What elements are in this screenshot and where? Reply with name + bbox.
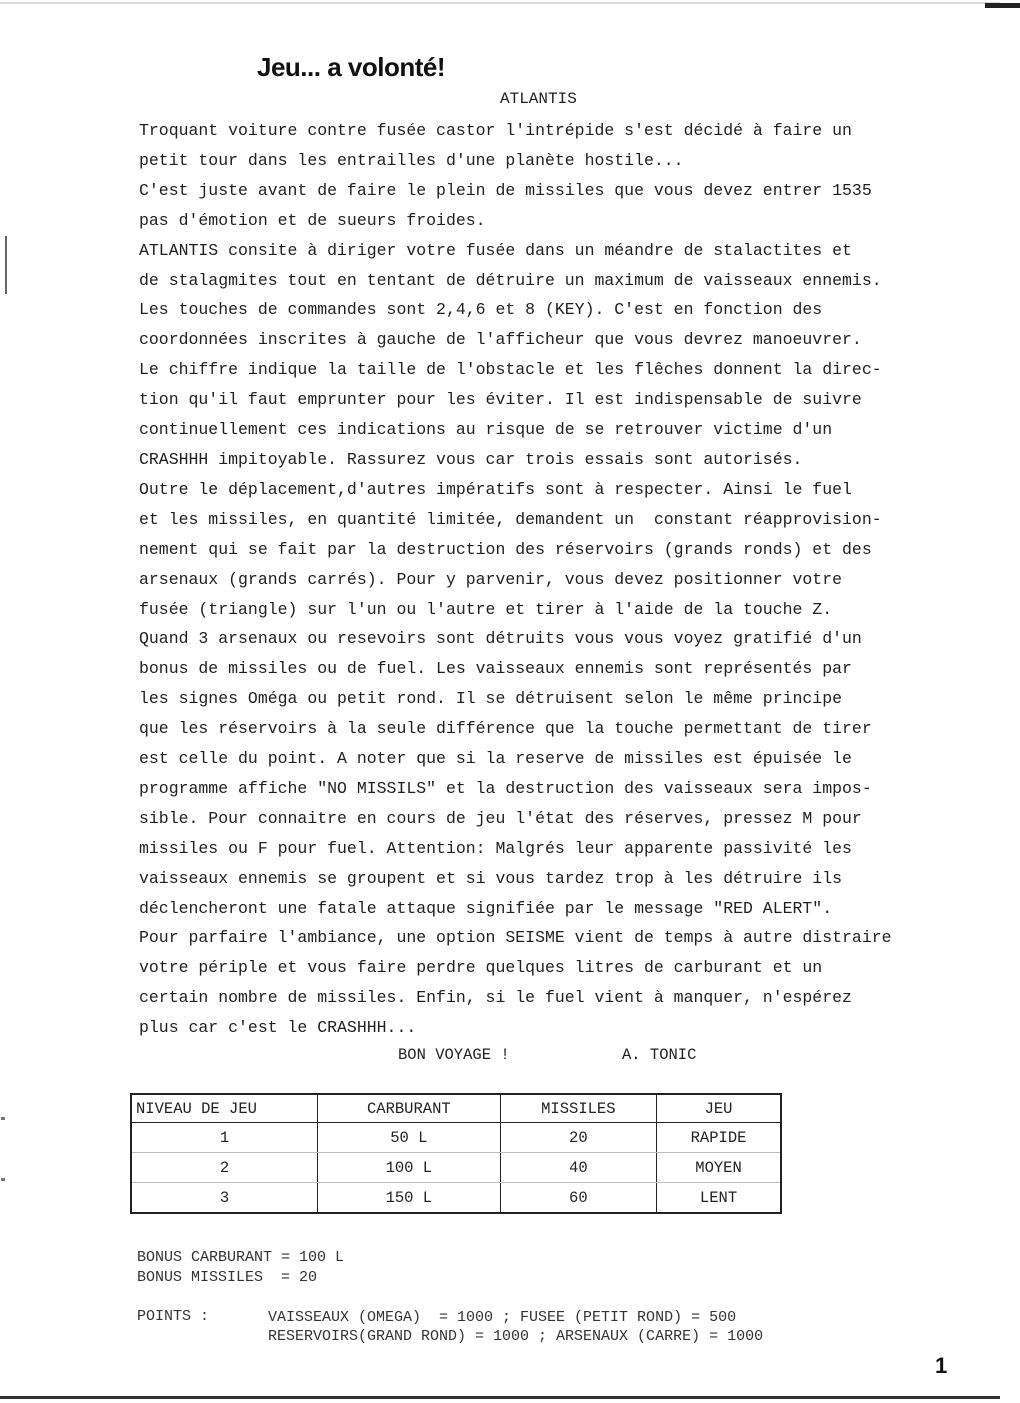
signoff-greeting: BON VOYAGE ! — [398, 1046, 510, 1064]
cell-niveau: 3 — [131, 1183, 318, 1214]
table-row — [131, 1183, 781, 1214]
text-line: ATLANTIS consite à diriger votre fusée dans un méandre de stalactites et — [139, 240, 852, 260]
text-line: arsenaux (grands carrés). Pour y parvenir, vous devez positionner votre — [139, 569, 843, 589]
text-line: est celle du point. A noter que si la reserve de missiles est épuisée le — [139, 749, 852, 769]
text-line: que les réservoirs à la seule différence que la touche permettant de tirer — [139, 719, 872, 739]
text-line: de stalagmites tout en tentant de détruire un maximum de vaisseaux ennemis. — [139, 270, 882, 290]
cell-niveau: 1 — [131, 1123, 318, 1153]
text-line: coordonnées inscrites à gauche de l'afficheur que vous devrez manoeuvrer. — [139, 330, 862, 350]
text-line: les signes Oméga ou petit rond. Il se détruisent selon le même principe — [139, 689, 843, 709]
text-line: Outre le déplacement,d'autres impératifs sont à respecter. Ainsi le fuel — [139, 479, 852, 499]
table-row — [131, 1153, 781, 1183]
column-header-missiles: MISSILES — [500, 1094, 656, 1123]
column-header-carburant: CARBURANT — [318, 1094, 501, 1123]
top-right-scan-mark — [985, 3, 1020, 8]
points-line-2: RESERVOIRS(GRAND ROND) = 1000 ; ARSENAUX (CARRE) = 1000 — [268, 1328, 764, 1345]
text-line: Quand 3 arsenaux ou resevoirs sont détruits vous vous voyez gratifié d'un — [139, 629, 862, 649]
game-description — [139, 116, 929, 1043]
page-title: Jeu... a volonté! — [257, 52, 445, 82]
text-line: nement qui se fait par la destruction des réservoirs (grands ronds) et des — [139, 539, 872, 559]
cell-carburant: 100 L — [318, 1153, 501, 1183]
text-line: programme affiche "NO MISSILS" et la destruction des vaisseaux sera impos- — [139, 778, 872, 798]
text-line: Troquant voiture contre fusée castor l'intrépide s'est décidé à faire un — [139, 121, 852, 140]
text-line: continuellement ces indications au risque de se retrouver victime d'un — [139, 420, 833, 440]
text-line: petit tour dans les entrailles d'une planète hostile... — [139, 150, 684, 170]
text-line: pas d'émotion et de sueurs froides. — [139, 210, 486, 230]
left-margin-tick — [1, 1117, 5, 1120]
text-line: plus car c'est le CRASHHH... — [139, 1018, 417, 1038]
top-scan-edge — [0, 2, 1000, 4]
text-line: tion qu'il faut emprunter pour les éviter. Il est indispensable de suivre — [139, 390, 862, 410]
text-line: sible. Pour connaitre en cours de jeu l'état des réserves, pressez M pour — [139, 808, 862, 828]
cell-missiles: 20 — [500, 1123, 656, 1153]
left-margin-tick — [1, 1178, 5, 1181]
bonus-missiles: BONUS MISSILES = 20 — [137, 1269, 318, 1286]
bottom-scan-edge — [0, 1396, 1000, 1399]
signoff-author: A. TONIC — [622, 1046, 697, 1064]
text-line: Le chiffre indique la taille de l'obstacle et les flêches donnent la direc- — [139, 360, 882, 380]
bonus-carburant: BONUS CARBURANT = 100 L — [137, 1249, 345, 1266]
text-line: fusée (triangle) sur l'un ou l'autre et tirer à l'aide de la touche Z. — [139, 599, 833, 619]
text-line: missiles ou F pour fuel. Attention: Malgrés leur apparente passivité les — [139, 838, 852, 858]
column-header-niveau: NIVEAU DE JEU — [131, 1094, 318, 1123]
text-line: CRASHHH impitoyable. Rassurez vous car trois essais sont autorisés. — [139, 449, 803, 469]
left-margin-mark — [5, 236, 7, 294]
bonus-block — [137, 1248, 344, 1288]
text-line: bonus de missiles ou de fuel. Les vaisseaux ennemis sont représentés par — [139, 659, 852, 679]
points-label: POINTS : — [137, 1308, 210, 1325]
cell-missiles: 60 — [500, 1183, 656, 1214]
text-line: certain nombre de missiles. Enfin, si le fuel vient à manquer, n'espérez — [139, 988, 852, 1008]
cell-jeu: MOYEN — [657, 1153, 781, 1183]
cell-carburant: 50 L — [318, 1123, 501, 1153]
column-header-jeu: JEU — [657, 1094, 781, 1123]
cell-niveau: 2 — [131, 1153, 318, 1183]
text-line: vaisseaux ennemis se groupent et si vous tardez trop à les détruire ils — [139, 868, 843, 888]
cell-missiles: 40 — [500, 1153, 656, 1183]
cell-carburant: 150 L — [318, 1183, 501, 1214]
text-line: et les missiles, en quantité limitée, demandent un constant réapprovision- — [139, 509, 882, 529]
page-number: 1 — [935, 1353, 948, 1378]
table-row — [131, 1123, 781, 1153]
text-line: Les touches de commandes sont 2,4,6 et 8 (KEY). C'est en fonction des — [139, 300, 823, 320]
level-table — [130, 1093, 782, 1214]
text-line: votre périple et vous faire perdre quelques litres de carburant et un — [139, 958, 823, 978]
points-line-1: VAISSEAUX (OMEGA) = 1000 ; FUSEE (PETIT ROND) = 500 — [268, 1309, 737, 1326]
text-line: C'est juste avant de faire le plein de missiles que vous devez entrer 1535 — [139, 180, 872, 200]
text-line: déclencheront une fatale attaque signifiée par le message "RED ALERT". — [139, 898, 833, 918]
signoff — [398, 1046, 728, 1068]
text-line: Pour parfaire l'ambiance, une option SEISME vient de temps à autre distraire — [139, 928, 892, 948]
game-name: ATLANTIS — [500, 90, 577, 108]
table-header-row — [131, 1094, 781, 1123]
points-block — [268, 1308, 763, 1346]
cell-jeu: RAPIDE — [657, 1123, 781, 1153]
cell-jeu: LENT — [657, 1183, 781, 1214]
